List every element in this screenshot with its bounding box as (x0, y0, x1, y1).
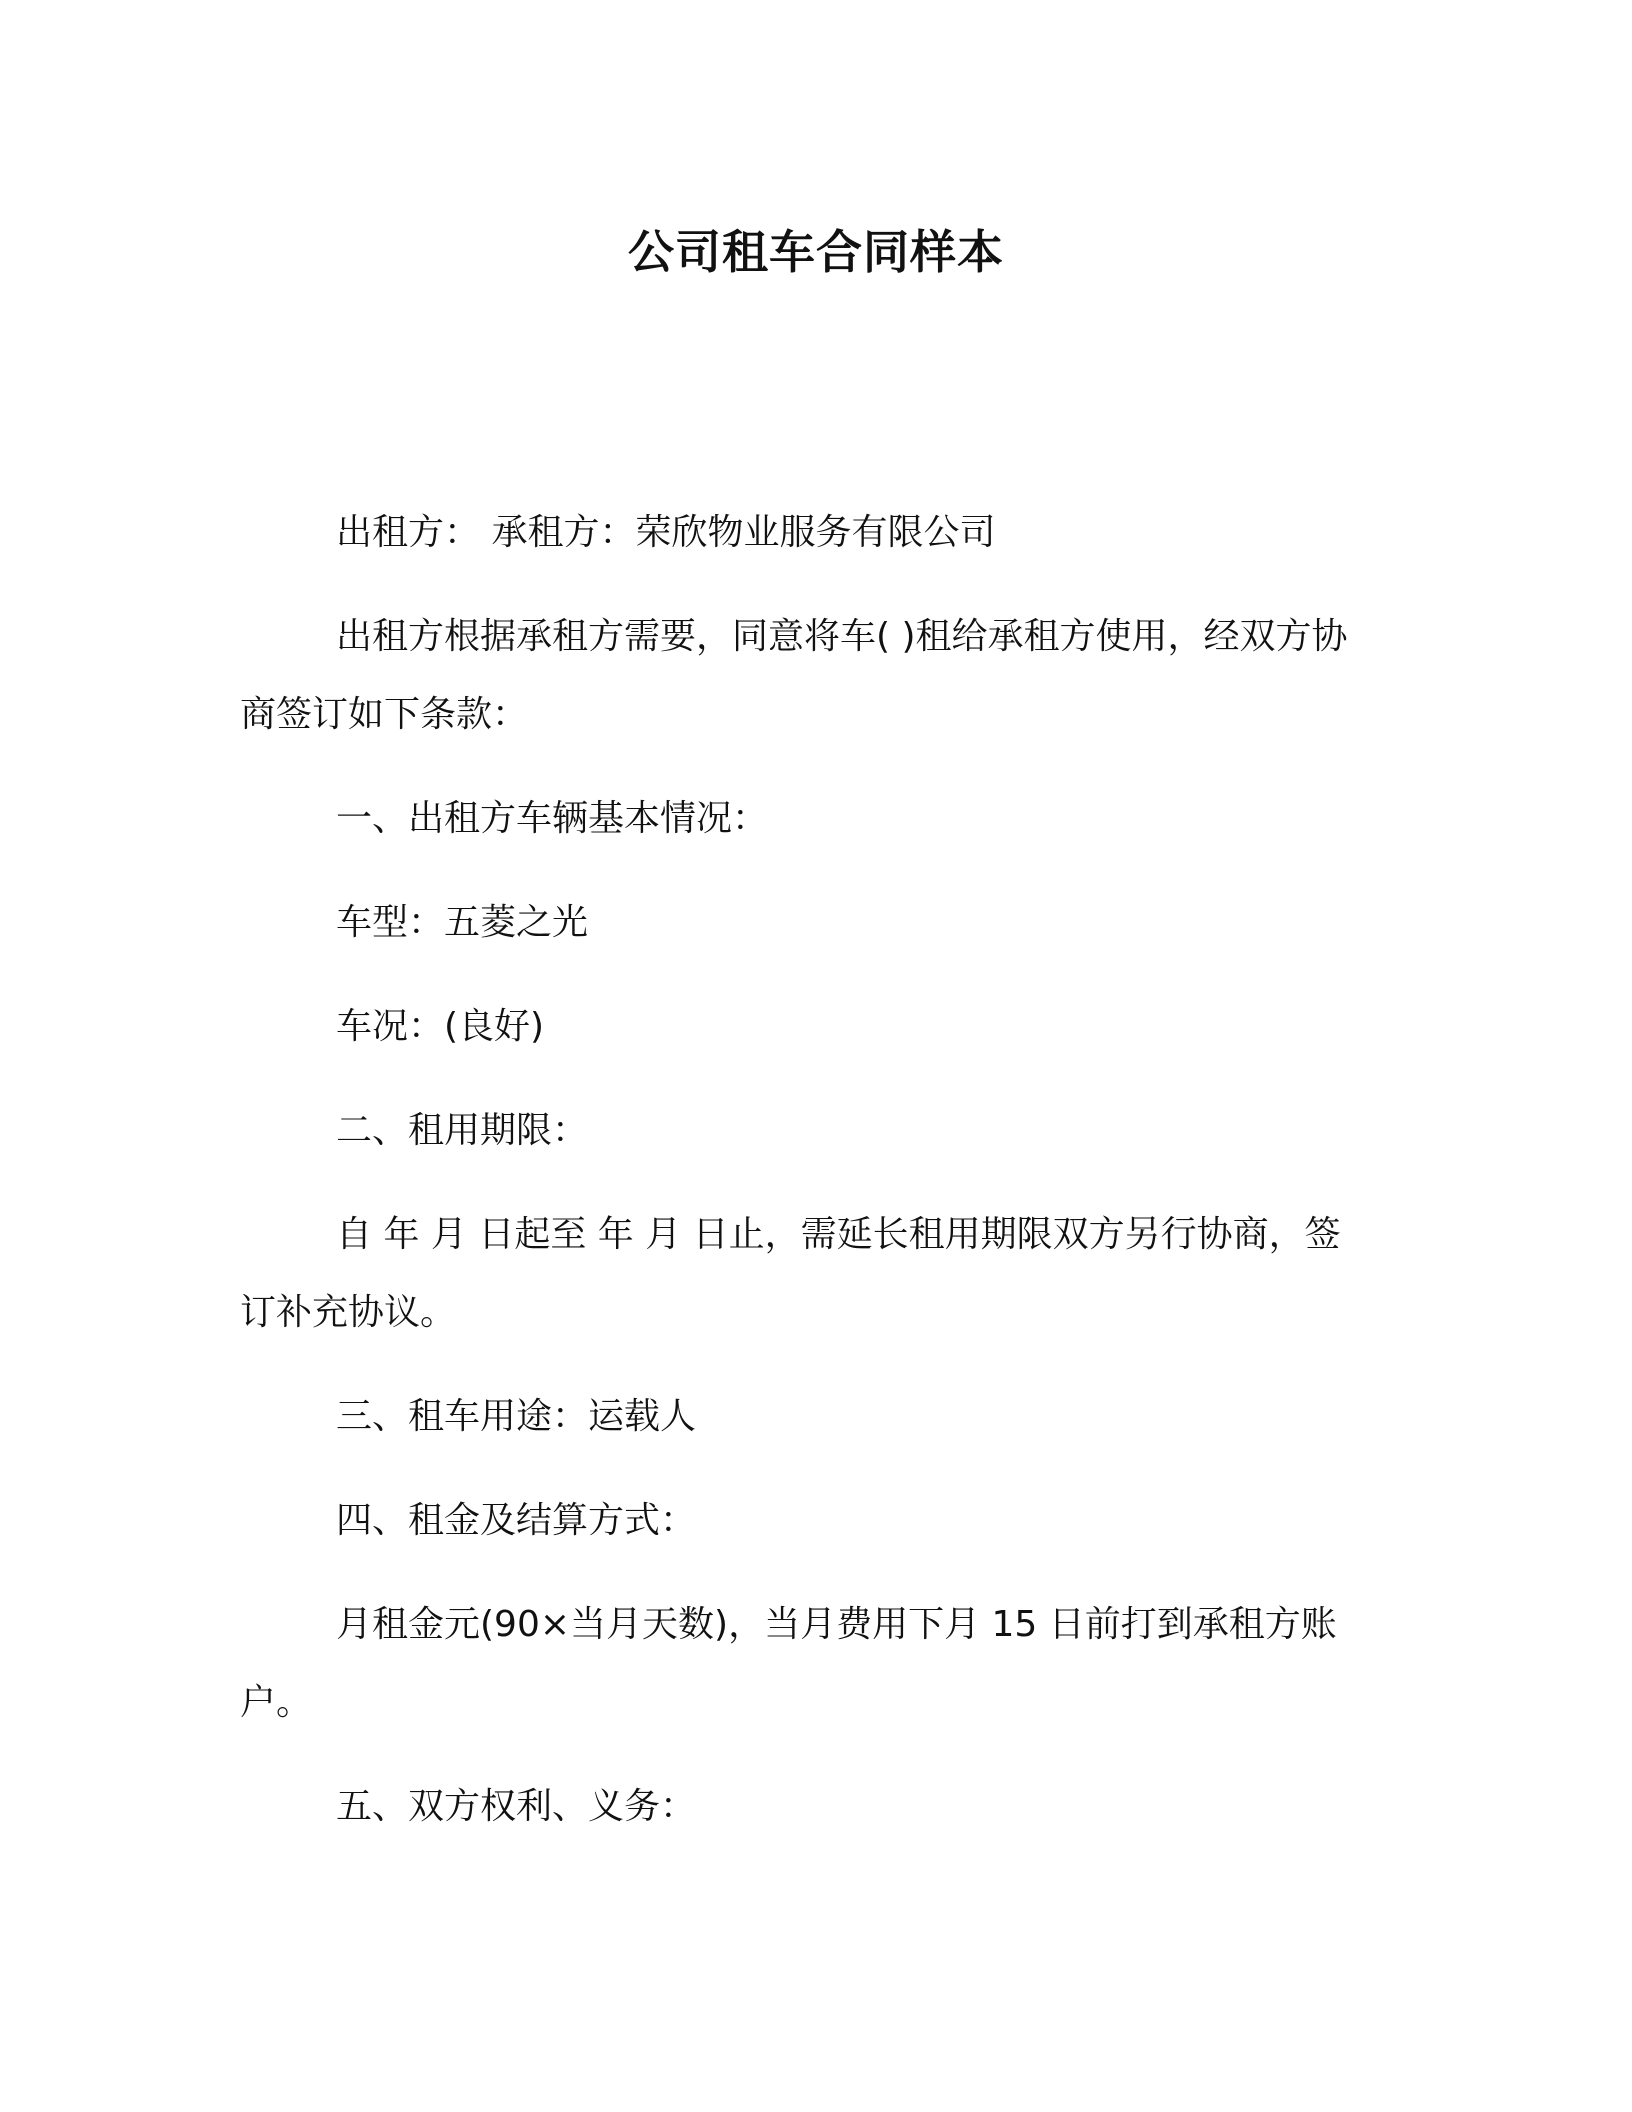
document-title: 公司租车合同样本 (628, 225, 1004, 279)
section-2-heading: 二、租用期限： (336, 1110, 589, 1151)
section-1-heading: 一、出租方车辆基本情况： (336, 798, 769, 839)
rental-term-paragraph: 自 年 月 日起至 年 月 日止，需延长租用期限双方另行协商，签订补充协议。 (240, 1214, 1341, 1333)
rent-payment-paragraph: 月租金元(90×当月天数)，当月费用下月 15 日前打到承租方账户。 (240, 1604, 1337, 1723)
section-3-heading: 三、租车用途：运载人 (336, 1396, 697, 1437)
parties-line: 出租方： 承租方：荣欣物业服务有限公司 (336, 512, 996, 553)
vehicle-condition-line: 车况：(良好) (336, 1006, 545, 1047)
vehicle-model-line: 车型：五菱之光 (336, 902, 589, 943)
intro-paragraph: 出租方根据承租方需要，同意将车( )租给承租方使用，经双方协商签订如下条款： (240, 616, 1348, 735)
section-5-heading: 五、双方权利、义务： (336, 1786, 697, 1827)
section-4-heading: 四、租金及结算方式： (336, 1500, 697, 1541)
